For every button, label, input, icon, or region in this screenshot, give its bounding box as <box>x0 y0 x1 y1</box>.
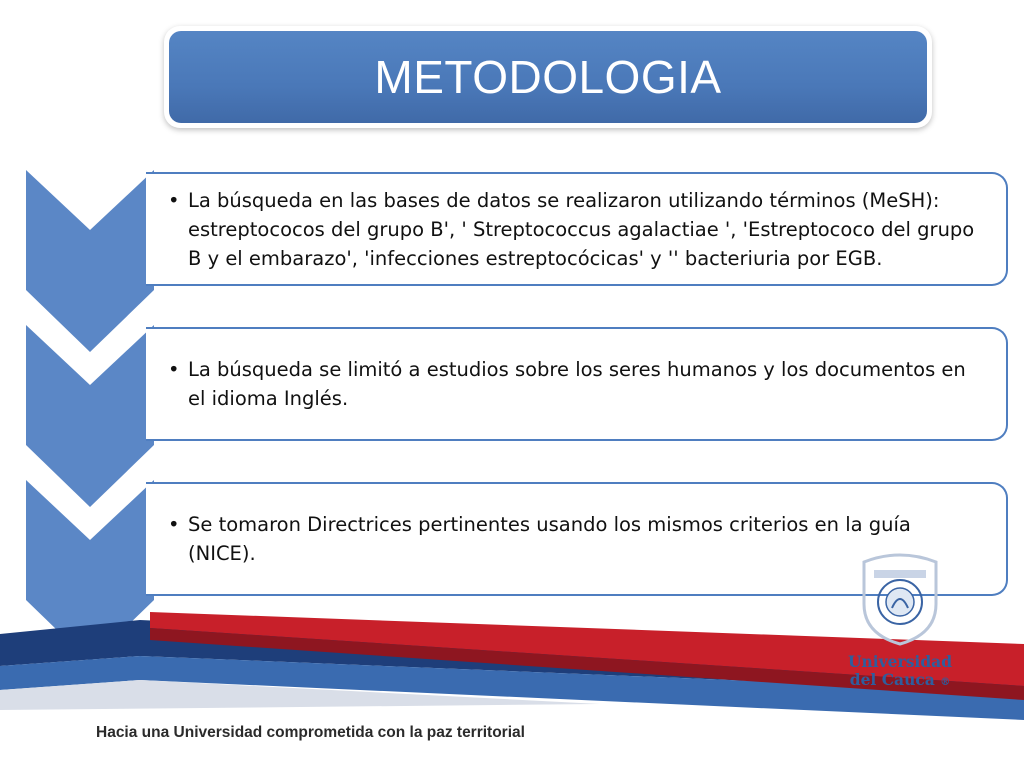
logo-name-line1: Universidad <box>848 652 953 671</box>
university-logo <box>848 552 952 692</box>
bullet-dot: • <box>168 513 180 536</box>
slide-title: METODOLOGIA <box>374 51 722 103</box>
logo-name-text: del Cauca <box>849 670 935 689</box>
footer-tagline: Hacia una Universidad comprometida con la paz territorial <box>96 724 525 741</box>
bullet-item <box>146 355 1006 413</box>
registered-mark: ® <box>940 677 951 688</box>
bullet-text: La búsqueda se limitó a estudios sobre los seres humanos y los documentos en el idioma Inglés. <box>188 358 966 410</box>
bullet-dot: • <box>168 188 180 212</box>
university-seal-icon <box>854 552 946 648</box>
content-box-2 <box>146 327 1008 441</box>
title-banner <box>164 26 932 128</box>
bullet-text: Se tomaron Directrices pertinentes usando los mismos criterios en la guía (NICE). <box>188 513 911 565</box>
bullet-text: La búsqueda en las bases de datos se realizaron utilizando términos (MeSH): estreptococos del grupo B', ' Streptococcus agalactiae ', 'Estreptococo del grupo B y el embarazo', 'infecciones estreptocócicas' y '' bacteriuria por EGB. <box>188 188 975 270</box>
bullet-dot: • <box>168 358 180 381</box>
title-box <box>169 31 927 123</box>
bullet-item <box>146 186 1006 273</box>
logo-name-line2 <box>848 671 952 692</box>
content-box-1 <box>146 172 1008 286</box>
